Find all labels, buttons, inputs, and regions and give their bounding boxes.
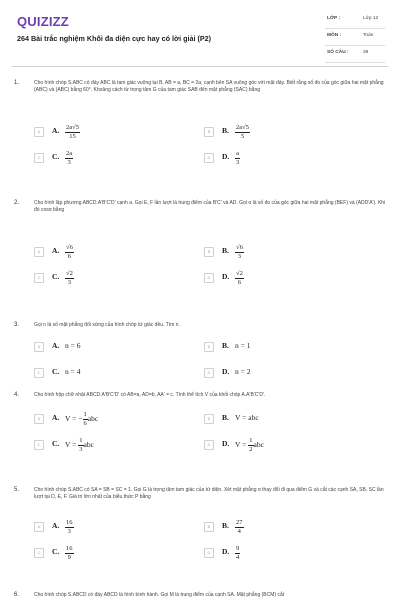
quizizz-logo: QUIZIZZ — [17, 14, 69, 29]
option-value — [65, 365, 80, 376]
option-prefix: V = — [65, 440, 79, 450]
option-value — [235, 244, 244, 261]
meta-key: LỚP : — [327, 16, 341, 21]
option-text: n = 4 — [65, 367, 81, 376]
option-checkbox[interactable]: B — [204, 247, 214, 257]
fraction-denominator: 4 — [236, 554, 240, 561]
fraction-numerator: 2a√5 — [66, 124, 79, 131]
question-number: 6. — [14, 592, 20, 598]
option-value — [235, 545, 240, 562]
option-value — [235, 270, 244, 287]
option-label: B. — [222, 521, 229, 530]
fraction-denominator: 9 — [67, 554, 71, 561]
option-checkbox[interactable]: B — [204, 414, 214, 424]
option-label: D. — [222, 152, 230, 161]
option-value — [235, 365, 250, 376]
option-value — [235, 339, 250, 350]
option-label: B. — [222, 341, 229, 350]
option-checkbox[interactable]: C — [34, 440, 44, 450]
meta-key: SỐ CÂU : — [327, 50, 349, 55]
fraction-numerator: 1 — [249, 437, 253, 444]
fraction-denominator: 6 — [67, 253, 72, 260]
fraction-numerator: a — [236, 150, 240, 157]
fraction-denominator: 3 — [67, 528, 71, 535]
option-value — [65, 124, 80, 141]
document-title: 264 Bài trắc nghiệm Khối đa diện cực hay có lời giải (P2) — [17, 34, 212, 43]
option-text: V = abc — [235, 413, 259, 422]
option-fraction — [65, 124, 80, 141]
question-number: 4. — [14, 392, 20, 398]
option-checkbox[interactable]: A — [34, 127, 44, 137]
meta-value: Toán — [363, 33, 374, 38]
question-text: Cho hình chóp S.ABC có SA = SB = SC = 1. Gọi G là trọng tâm tam giác của tứ diện. Xét mặt phẳng α thay đổi đi qua điểm G và cắt các cạnh SA, SB, SC lần lượt tại D, E, F. Giá trị lớn nhất của biểu thức P bằng — [34, 487, 384, 500]
header — [0, 0, 400, 64]
fraction-numerator: √2 — [66, 270, 73, 277]
option-fraction — [235, 150, 240, 167]
option-value — [235, 124, 250, 141]
header-divider — [12, 66, 388, 67]
meta-row-subject — [325, 29, 385, 46]
option-checkbox[interactable]: A — [34, 522, 44, 532]
option-label: D. — [222, 272, 230, 281]
fraction-denominator: 3 — [236, 159, 240, 166]
fraction-numerator: 2a√5 — [236, 124, 249, 131]
option-value — [235, 437, 264, 454]
fraction-denominator: 3 — [79, 446, 83, 453]
option-value — [235, 411, 259, 422]
option-checkbox[interactable]: C — [34, 368, 44, 378]
fraction-denominator: 3 — [67, 279, 72, 286]
option-prefix: V = − — [65, 414, 83, 424]
fraction-numerator: 2a — [66, 150, 73, 157]
option-value — [65, 150, 73, 167]
option-text: n = 1 — [235, 341, 251, 350]
option-label: C. — [52, 272, 60, 281]
option-checkbox[interactable]: D — [204, 548, 214, 558]
question-text: Cho hình chóp S.ABC có đáy ABC là tam giác vuông tại B, AB = a, BC = 2a; cạnh bên SA vuông góc với mặt đáy. Biết rằng số đo của góc giữa hai mặt phẳng (ABC) và (ABC) bằng 60°. Khoảng cách từ trọng tâm G của tam giác SAB đến mặt phẳng (SAC) bằng — [34, 80, 384, 93]
option-fraction — [235, 124, 250, 141]
fraction-denominator: 6 — [83, 420, 87, 427]
fraction-denominator: 6 — [237, 279, 242, 286]
option-fraction — [65, 545, 74, 562]
option-checkbox[interactable]: B — [204, 342, 214, 352]
option-fraction — [235, 270, 244, 287]
option-checkbox[interactable]: A — [34, 414, 44, 424]
option-fraction — [65, 519, 74, 536]
fraction-numerator: 9 — [236, 545, 240, 552]
question-text: Cho hình hộp chữ nhật ABCD.A'B'C'D' có AB=a, AD=b, AA' = c. Tính thể tích V của khối chóp A.A'B'C'D'. — [34, 392, 266, 398]
option-checkbox[interactable]: B — [204, 127, 214, 137]
option-label: D. — [222, 547, 230, 556]
question-text: Cho hình chóp S.ABCD có đáy ABCD là hình bình hành. Gọi M là trung điểm của cạnh SA. Mặt phẳng (BCM) cắt — [34, 592, 285, 598]
option-prefix: V = — [235, 440, 249, 450]
question-number: 2. — [14, 200, 20, 206]
option-label: B. — [222, 246, 229, 255]
question-text: Cho hình lập phương ABCD.A'B'C'D' cạnh a. Gọi E, F lần lượt là trung điểm của B'C' và AD. Gọi α là số đo của góc giữa hai mặt phẳng (BEF) và (ADD'A'). Khi đó cosα bằng — [34, 200, 386, 213]
option-label: D. — [222, 439, 230, 448]
option-value — [65, 339, 80, 350]
question-number: 5. — [14, 487, 20, 493]
option-label: A. — [52, 413, 60, 422]
fraction-denominator: 4 — [237, 528, 241, 535]
fraction-numerator: 1 — [83, 411, 87, 418]
option-suffix: abc — [83, 440, 94, 450]
fraction-denominator: 3 — [237, 253, 242, 260]
option-checkbox[interactable]: D — [204, 440, 214, 450]
option-checkbox[interactable]: B — [204, 522, 214, 532]
option-value — [65, 545, 74, 562]
option-text: n = 2 — [235, 367, 251, 376]
option-fraction — [65, 270, 74, 287]
option-checkbox[interactable]: C — [34, 153, 44, 163]
option-checkbox[interactable]: D — [204, 273, 214, 283]
fraction-numerator: 16 — [66, 519, 73, 526]
meta-value: Lớp 12 — [363, 16, 379, 21]
option-fraction — [235, 244, 244, 261]
fraction-numerator: 1 — [79, 437, 83, 444]
question-text: Gọi n là số mặt phẳng đối xứng của hình chóp tứ giác đều. Tìm n. — [34, 322, 180, 328]
option-checkbox[interactable]: A — [34, 247, 44, 257]
option-fraction — [65, 150, 73, 167]
option-label: A. — [52, 341, 60, 350]
option-fraction — [235, 519, 244, 536]
fraction-numerator: 27 — [236, 519, 243, 526]
meta-row-count — [325, 46, 385, 63]
meta-key: MÔN : — [327, 33, 342, 38]
meta-value: 39 — [363, 50, 369, 55]
fraction-denominator: 15 — [69, 133, 76, 140]
option-fraction — [65, 244, 74, 261]
option-value — [65, 244, 74, 261]
question-number: 1. — [14, 80, 20, 86]
option-checkbox[interactable]: A — [34, 342, 44, 352]
option-label: C. — [52, 439, 60, 448]
option-label: C. — [52, 152, 60, 161]
option-value — [65, 519, 74, 536]
question-number: 3. — [14, 322, 20, 328]
option-text: n = 6 — [65, 341, 81, 350]
option-label: C. — [52, 367, 60, 376]
option-label: A. — [52, 246, 60, 255]
option-suffix: abc — [253, 440, 264, 450]
fraction-numerator: √2 — [236, 270, 243, 277]
option-value — [235, 150, 240, 167]
option-label: A. — [52, 521, 60, 530]
fraction-numerator: √6 — [66, 244, 73, 251]
option-checkbox[interactable]: D — [204, 153, 214, 163]
option-suffix: abc — [87, 414, 99, 424]
fraction-denominator: 2 — [249, 446, 253, 453]
meta-table — [325, 12, 385, 63]
option-label: A. — [52, 126, 60, 135]
option-checkbox[interactable]: C — [34, 273, 44, 283]
fraction-numerator: √6 — [236, 244, 243, 251]
meta-row-class — [325, 12, 385, 29]
fraction-denominator: 3 — [67, 159, 71, 166]
option-label: B. — [222, 413, 229, 422]
option-label: D. — [222, 367, 230, 376]
option-value — [235, 519, 244, 536]
option-label: B. — [222, 126, 229, 135]
option-checkbox[interactable]: D — [204, 368, 214, 378]
fraction-numerator: 16 — [66, 545, 73, 552]
option-checkbox[interactable]: C — [34, 548, 44, 558]
option-value — [65, 411, 98, 428]
option-fraction — [235, 545, 240, 562]
option-label: C. — [52, 547, 60, 556]
option-value — [65, 270, 74, 287]
fraction-denominator: 5 — [240, 133, 245, 140]
option-value — [65, 437, 94, 454]
